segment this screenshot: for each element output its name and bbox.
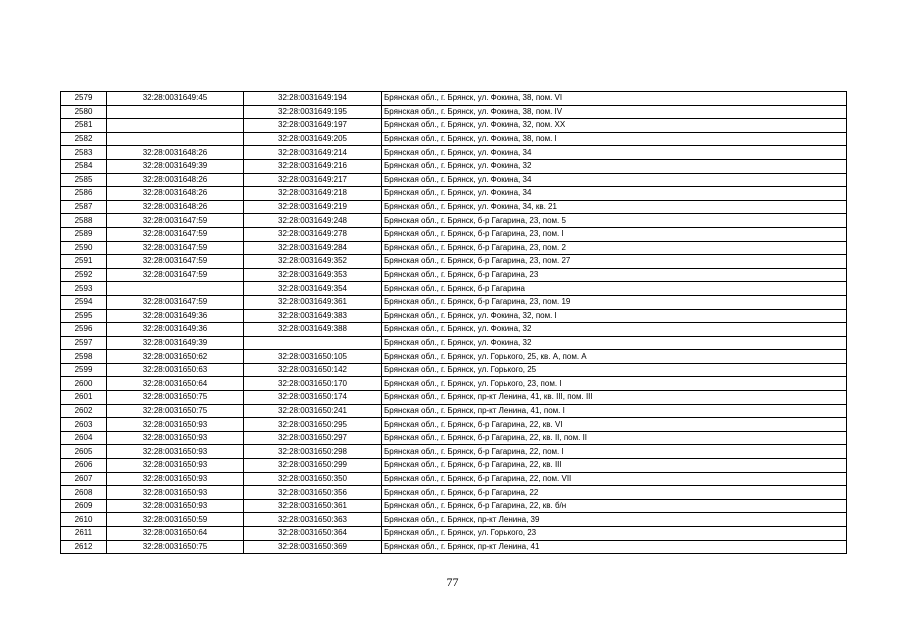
- row-number-cell: 2588: [61, 214, 107, 228]
- row-number-cell: 2608: [61, 486, 107, 500]
- object-cadastral-number-cell: 32:28:0031649:352: [244, 255, 382, 269]
- cadastral-number-cell: [107, 282, 244, 296]
- cadastral-number-cell: 32:28:0031649:39: [107, 336, 244, 350]
- address-cell: Брянская обл., г. Брянск, ул. Фокина, 34: [382, 173, 847, 187]
- cadastral-number-cell: 32:28:0031648:26: [107, 200, 244, 214]
- table-row: [61, 241, 847, 255]
- table-row: [61, 255, 847, 269]
- table-row: [61, 459, 847, 473]
- object-cadastral-number-cell: 32:28:0031650:174: [244, 391, 382, 405]
- address-cell: Брянская обл., г. Брянск, ул. Фокина, 34: [382, 187, 847, 201]
- table-row: [61, 513, 847, 527]
- table-row: [61, 363, 847, 377]
- row-number-cell: 2597: [61, 336, 107, 350]
- table-row: [61, 418, 847, 432]
- table-row: [61, 146, 847, 160]
- row-number-cell: 2584: [61, 159, 107, 173]
- address-cell: Брянская обл., г. Брянск, ул. Фокина, 34: [382, 146, 847, 160]
- table-row: [61, 173, 847, 187]
- table-row: [61, 159, 847, 173]
- address-cell: Брянская обл., г. Брянск, пр-кт Ленина, 41, кв. III, пом. III: [382, 391, 847, 405]
- row-number-cell: 2610: [61, 513, 107, 527]
- address-cell: Брянская обл., г. Брянск, ул. Фокина, 38, пом. IV: [382, 105, 847, 119]
- cadastral-number-cell: 32:28:0031647:59: [107, 255, 244, 269]
- row-number-cell: 2612: [61, 540, 107, 554]
- object-cadastral-number-cell: 32:28:0031649:195: [244, 105, 382, 119]
- cadastral-number-cell: 32:28:0031650:93: [107, 499, 244, 513]
- table-row: [61, 431, 847, 445]
- cadastral-number-cell: 32:28:0031648:26: [107, 173, 244, 187]
- row-number-cell: 2602: [61, 404, 107, 418]
- table-row: [61, 350, 847, 364]
- address-cell: Брянская обл., г. Брянск, ул. Горького, 25, кв. А, пом. А: [382, 350, 847, 364]
- object-cadastral-number-cell: 32:28:0031650:295: [244, 418, 382, 432]
- row-number-cell: 2595: [61, 309, 107, 323]
- table-row: [61, 323, 847, 337]
- cadastral-number-cell: 32:28:0031647:59: [107, 214, 244, 228]
- object-cadastral-number-cell: 32:28:0031650:299: [244, 459, 382, 473]
- object-cadastral-number-cell: 32:28:0031649:354: [244, 282, 382, 296]
- table-row: [61, 336, 847, 350]
- object-cadastral-number-cell: 32:28:0031649:361: [244, 295, 382, 309]
- table-row: [61, 486, 847, 500]
- cadastral-number-cell: 32:28:0031650:75: [107, 391, 244, 405]
- address-cell: Брянская обл., г. Брянск, пр-кт Ленина, 39: [382, 513, 847, 527]
- cadastral-number-cell: [107, 132, 244, 146]
- cadastral-number-cell: 32:28:0031647:59: [107, 295, 244, 309]
- cadastral-number-cell: 32:28:0031649:36: [107, 323, 244, 337]
- object-cadastral-number-cell: 32:28:0031649:205: [244, 132, 382, 146]
- row-number-cell: 2606: [61, 459, 107, 473]
- cadastral-number-cell: 32:28:0031650:64: [107, 377, 244, 391]
- row-number-cell: 2605: [61, 445, 107, 459]
- address-cell: Брянская обл., г. Брянск, б-р Гагарина, 23, пом. 19: [382, 295, 847, 309]
- table-row: [61, 540, 847, 554]
- table-row: [61, 214, 847, 228]
- object-cadastral-number-cell: 32:28:0031649:218: [244, 187, 382, 201]
- object-cadastral-number-cell: 32:28:0031649:194: [244, 92, 382, 106]
- row-number-cell: 2591: [61, 255, 107, 269]
- table-row: [61, 472, 847, 486]
- cadastral-number-cell: 32:28:0031648:26: [107, 187, 244, 201]
- table-row: [61, 309, 847, 323]
- table-row: [61, 227, 847, 241]
- row-number-cell: 2580: [61, 105, 107, 119]
- address-cell: Брянская обл., г. Брянск, ул. Фокина, 38, пом. I: [382, 132, 847, 146]
- cadastral-number-cell: 32:28:0031650:64: [107, 527, 244, 541]
- address-cell: Брянская обл., г. Брянск, ул. Горького, 25: [382, 363, 847, 377]
- cadastral-number-cell: 32:28:0031647:59: [107, 268, 244, 282]
- object-cadastral-number-cell: 32:28:0031649:278: [244, 227, 382, 241]
- row-number-cell: 2590: [61, 241, 107, 255]
- cadastral-number-cell: 32:28:0031650:75: [107, 404, 244, 418]
- address-cell: Брянская обл., г. Брянск, б-р Гагарина, 22, кв. VI: [382, 418, 847, 432]
- object-cadastral-number-cell: 32:28:0031649:197: [244, 119, 382, 133]
- address-cell: Брянская обл., г. Брянск, б-р Гагарина, 22, пом. I: [382, 445, 847, 459]
- row-number-cell: 2589: [61, 227, 107, 241]
- object-cadastral-number-cell: 32:28:0031649:248: [244, 214, 382, 228]
- address-cell: Брянская обл., г. Брянск, ул. Фокина, 34, кв. 21: [382, 200, 847, 214]
- address-cell: Брянская обл., г. Брянск, ул. Фокина, 32: [382, 159, 847, 173]
- row-number-cell: 2582: [61, 132, 107, 146]
- object-cadastral-number-cell: 32:28:0031650:363: [244, 513, 382, 527]
- cadastral-number-cell: 32:28:0031650:93: [107, 459, 244, 473]
- cadastral-number-cell: 32:28:0031650:93: [107, 445, 244, 459]
- cadastral-number-cell: 32:28:0031650:62: [107, 350, 244, 364]
- row-number-cell: 2594: [61, 295, 107, 309]
- object-cadastral-number-cell: 32:28:0031650:356: [244, 486, 382, 500]
- object-cadastral-number-cell: 32:28:0031649:219: [244, 200, 382, 214]
- address-cell: Брянская обл., г. Брянск, ул. Фокина, 32: [382, 323, 847, 337]
- cadastral-number-cell: [107, 119, 244, 133]
- row-number-cell: 2599: [61, 363, 107, 377]
- address-cell: Брянская обл., г. Брянск, б-р Гагарина, 22: [382, 486, 847, 500]
- object-cadastral-number-cell: [244, 336, 382, 350]
- row-number-cell: 2607: [61, 472, 107, 486]
- row-number-cell: 2604: [61, 431, 107, 445]
- cadastral-number-cell: 32:28:0031649:36: [107, 309, 244, 323]
- row-number-cell: 2581: [61, 119, 107, 133]
- cadastral-number-cell: 32:28:0031649:45: [107, 92, 244, 106]
- object-cadastral-number-cell: 32:28:0031649:217: [244, 173, 382, 187]
- records-table: [60, 91, 847, 554]
- cadastral-number-cell: 32:28:0031650:93: [107, 431, 244, 445]
- object-cadastral-number-cell: 32:28:0031649:353: [244, 268, 382, 282]
- cadastral-number-cell: 32:28:0031648:26: [107, 146, 244, 160]
- row-number-cell: 2587: [61, 200, 107, 214]
- table-row: [61, 268, 847, 282]
- table-row: [61, 377, 847, 391]
- address-cell: Брянская обл., г. Брянск, ул. Фокина, 32, пом. XX: [382, 119, 847, 133]
- address-cell: Брянская обл., г. Брянск, ул. Фокина, 32, пом. I: [382, 309, 847, 323]
- table-row: [61, 105, 847, 119]
- address-cell: Брянская обл., г. Брянск, б-р Гагарина, 23: [382, 268, 847, 282]
- table-row: [61, 391, 847, 405]
- table-row: [61, 200, 847, 214]
- address-cell: Брянская обл., г. Брянск, ул. Горького, 23, пом. I: [382, 377, 847, 391]
- address-cell: Брянская обл., г. Брянск, б-р Гагарина, 23, пом. 2: [382, 241, 847, 255]
- object-cadastral-number-cell: 32:28:0031649:388: [244, 323, 382, 337]
- cadastral-number-cell: 32:28:0031650:75: [107, 540, 244, 554]
- cadastral-number-cell: [107, 105, 244, 119]
- address-cell: Брянская обл., г. Брянск, б-р Гагарина, 22, кв. III: [382, 459, 847, 473]
- row-number-cell: 2609: [61, 499, 107, 513]
- table-row: [61, 282, 847, 296]
- cadastral-number-cell: 32:28:0031647:59: [107, 227, 244, 241]
- row-number-cell: 2596: [61, 323, 107, 337]
- object-cadastral-number-cell: 32:28:0031650:369: [244, 540, 382, 554]
- cadastral-number-cell: 32:28:0031650:93: [107, 472, 244, 486]
- address-cell: Брянская обл., г. Брянск, ул. Горького, 23: [382, 527, 847, 541]
- object-cadastral-number-cell: 32:28:0031650:361: [244, 499, 382, 513]
- cadastral-number-cell: 32:28:0031649:39: [107, 159, 244, 173]
- cadastral-number-cell: 32:28:0031650:93: [107, 486, 244, 500]
- row-number-cell: 2593: [61, 282, 107, 296]
- table-row: [61, 92, 847, 106]
- row-number-cell: 2601: [61, 391, 107, 405]
- row-number-cell: 2611: [61, 527, 107, 541]
- object-cadastral-number-cell: 32:28:0031649:214: [244, 146, 382, 160]
- table-row: [61, 527, 847, 541]
- records-table-body: [61, 92, 847, 554]
- address-cell: Брянская обл., г. Брянск, пр-кт Ленина, 41, пом. I: [382, 404, 847, 418]
- address-cell: Брянская обл., г. Брянск, б-р Гагарина, 22, кв. II, пом. II: [382, 431, 847, 445]
- object-cadastral-number-cell: 32:28:0031650:241: [244, 404, 382, 418]
- object-cadastral-number-cell: 32:28:0031650:297: [244, 431, 382, 445]
- object-cadastral-number-cell: 32:28:0031650:142: [244, 363, 382, 377]
- address-cell: Брянская обл., г. Брянск, б-р Гагарина, 23, пом. 27: [382, 255, 847, 269]
- object-cadastral-number-cell: 32:28:0031649:216: [244, 159, 382, 173]
- object-cadastral-number-cell: 32:28:0031650:350: [244, 472, 382, 486]
- address-cell: Брянская обл., г. Брянск, б-р Гагарина, 22, кв. б/н: [382, 499, 847, 513]
- address-cell: Брянская обл., г. Брянск, б-р Гагарина, 23, пом. 5: [382, 214, 847, 228]
- object-cadastral-number-cell: 32:28:0031650:298: [244, 445, 382, 459]
- address-cell: Брянская обл., г. Брянск, б-р Гагарина, 22, пом. VII: [382, 472, 847, 486]
- table-row: [61, 295, 847, 309]
- row-number-cell: 2600: [61, 377, 107, 391]
- table-row: [61, 132, 847, 146]
- cadastral-number-cell: 32:28:0031650:93: [107, 418, 244, 432]
- row-number-cell: 2585: [61, 173, 107, 187]
- table-row: [61, 119, 847, 133]
- row-number-cell: 2592: [61, 268, 107, 282]
- object-cadastral-number-cell: 32:28:0031650:170: [244, 377, 382, 391]
- address-cell: Брянская обл., г. Брянск, пр-кт Ленина, 41: [382, 540, 847, 554]
- object-cadastral-number-cell: 32:28:0031650:364: [244, 527, 382, 541]
- table-row: [61, 404, 847, 418]
- row-number-cell: 2598: [61, 350, 107, 364]
- address-cell: Брянская обл., г. Брянск, б-р Гагарина: [382, 282, 847, 296]
- row-number-cell: 2603: [61, 418, 107, 432]
- address-cell: Брянская обл., г. Брянск, б-р Гагарина, 23, пом. I: [382, 227, 847, 241]
- cadastral-number-cell: 32:28:0031650:59: [107, 513, 244, 527]
- object-cadastral-number-cell: 32:28:0031649:383: [244, 309, 382, 323]
- object-cadastral-number-cell: 32:28:0031649:284: [244, 241, 382, 255]
- row-number-cell: 2583: [61, 146, 107, 160]
- page-number: 77: [446, 575, 459, 589]
- object-cadastral-number-cell: 32:28:0031650:105: [244, 350, 382, 364]
- table-row: [61, 187, 847, 201]
- cadastral-number-cell: 32:28:0031647:59: [107, 241, 244, 255]
- row-number-cell: 2579: [61, 92, 107, 106]
- address-cell: Брянская обл., г. Брянск, ул. Фокина, 38, пом. VI: [382, 92, 847, 106]
- address-cell: Брянская обл., г. Брянск, ул. Фокина, 32: [382, 336, 847, 350]
- table-row: [61, 445, 847, 459]
- cadastral-number-cell: 32:28:0031650:63: [107, 363, 244, 377]
- table-row: [61, 499, 847, 513]
- row-number-cell: 2586: [61, 187, 107, 201]
